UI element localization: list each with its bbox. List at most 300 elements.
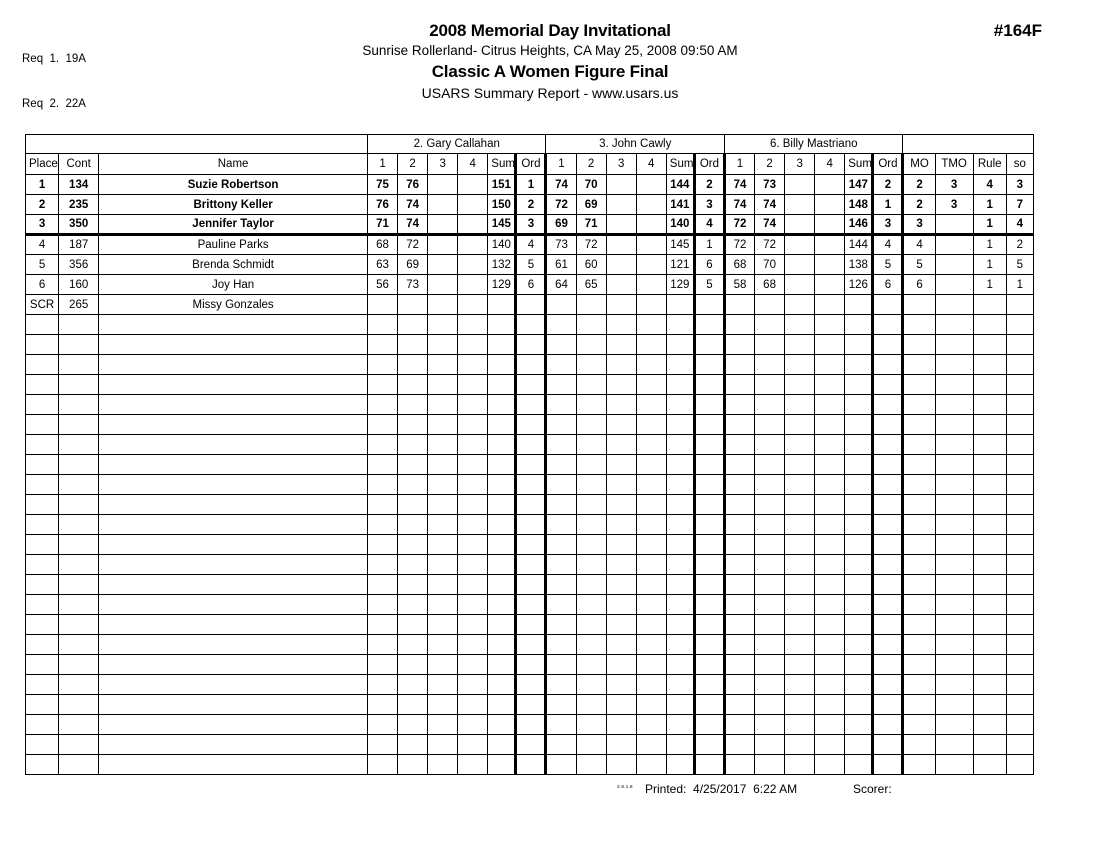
table-row-empty[interactable] xyxy=(26,415,1034,435)
cell-empty xyxy=(973,315,1006,335)
cell-empty xyxy=(636,755,666,775)
cell-j3-ord: 1 xyxy=(873,195,903,215)
cell-j1-sum: 145 xyxy=(488,215,516,235)
cell-empty xyxy=(26,395,59,415)
cell-empty xyxy=(666,615,694,635)
cell-empty xyxy=(606,635,636,655)
cell-empty xyxy=(367,575,397,595)
cell-j2-4 xyxy=(636,235,666,255)
cell-empty xyxy=(59,735,99,755)
cell-cont: 235 xyxy=(59,195,99,215)
cell-empty xyxy=(815,455,845,475)
table-row[interactable] xyxy=(26,235,1034,255)
cell-name: Joy Han xyxy=(99,275,368,295)
cell-cont: 160 xyxy=(59,275,99,295)
cell-j2-2 xyxy=(576,295,606,315)
cell-empty xyxy=(367,555,397,575)
cell-empty xyxy=(488,555,516,575)
cell-empty xyxy=(903,715,935,735)
cell-empty xyxy=(755,755,785,775)
cell-empty xyxy=(428,655,458,675)
cell-j1-ord: 5 xyxy=(516,255,546,275)
table-row-empty[interactable] xyxy=(26,575,1034,595)
cell-empty xyxy=(694,335,724,355)
cell-empty xyxy=(903,355,935,375)
cell-empty xyxy=(873,575,903,595)
table-row[interactable] xyxy=(26,175,1034,195)
cell-empty xyxy=(845,475,873,495)
cell-empty xyxy=(873,695,903,715)
cell-j2-4 xyxy=(636,255,666,275)
cell-empty xyxy=(546,695,576,715)
cell-empty xyxy=(636,335,666,355)
cell-tmo xyxy=(935,255,973,275)
cell-j1-2: 74 xyxy=(398,215,428,235)
cell-empty xyxy=(59,655,99,675)
cell-empty xyxy=(973,675,1006,695)
cell-empty xyxy=(1006,315,1033,335)
cell-empty xyxy=(1006,495,1033,515)
cell-empty xyxy=(755,715,785,735)
cell-empty xyxy=(903,495,935,515)
judge-name-2: 3. John Cawly xyxy=(546,135,724,154)
cell-empty xyxy=(99,615,368,635)
cell-j1-ord xyxy=(516,295,546,315)
cell-j1-3 xyxy=(428,215,458,235)
cell-empty xyxy=(488,415,516,435)
cell-empty xyxy=(785,475,815,495)
cell-empty xyxy=(398,355,428,375)
cell-empty xyxy=(516,435,546,455)
cell-empty xyxy=(785,375,815,395)
cell-empty xyxy=(606,575,636,595)
table-row-empty[interactable] xyxy=(26,595,1034,615)
cell-empty xyxy=(724,535,754,555)
cell-empty xyxy=(845,595,873,615)
cell-empty xyxy=(873,655,903,675)
cell-j3-ord xyxy=(873,295,903,315)
cell-empty xyxy=(815,695,845,715)
cell-empty xyxy=(26,335,59,355)
cell-empty xyxy=(1006,675,1033,695)
cell-empty xyxy=(724,395,754,415)
cell-empty xyxy=(903,335,935,355)
cell-empty xyxy=(724,355,754,375)
cell-empty xyxy=(26,695,59,715)
cell-empty xyxy=(845,755,873,775)
cell-empty xyxy=(636,715,666,735)
cell-empty xyxy=(488,515,516,535)
cell-empty xyxy=(973,375,1006,395)
cell-empty xyxy=(694,735,724,755)
cell-cont: 187 xyxy=(59,235,99,255)
cell-j1-4 xyxy=(458,275,488,295)
cell-j1-2: 74 xyxy=(398,195,428,215)
cell-empty xyxy=(516,575,546,595)
cell-empty xyxy=(576,715,606,735)
cell-empty xyxy=(815,615,845,635)
cell-j1-sum: 129 xyxy=(488,275,516,295)
cell-j1-4 xyxy=(458,235,488,255)
cell-empty xyxy=(873,355,903,375)
table-row-empty[interactable] xyxy=(26,435,1034,455)
cell-empty xyxy=(546,615,576,635)
cell-j3-3 xyxy=(785,175,815,195)
cell-j2-2: 70 xyxy=(576,175,606,195)
cell-empty xyxy=(815,435,845,455)
cell-empty xyxy=(935,375,973,395)
cell-empty xyxy=(458,475,488,495)
cell-empty xyxy=(606,675,636,695)
cell-empty xyxy=(367,595,397,615)
cell-empty xyxy=(59,335,99,355)
cell-empty xyxy=(428,715,458,735)
cell-mo: 6 xyxy=(903,275,935,295)
cell-j2-sum: 129 xyxy=(666,275,694,295)
cell-empty xyxy=(724,315,754,335)
col-header-j1-3: 3 xyxy=(428,154,458,175)
cell-j2-ord xyxy=(694,295,724,315)
cell-empty xyxy=(873,615,903,635)
cell-empty xyxy=(694,355,724,375)
cell-empty xyxy=(59,515,99,535)
cell-j1-4 xyxy=(458,195,488,215)
cell-empty xyxy=(873,335,903,355)
cell-tmo xyxy=(935,235,973,255)
cell-j1-ord: 3 xyxy=(516,215,546,235)
cell-j3-4 xyxy=(815,195,845,215)
cell-empty xyxy=(99,415,368,435)
cell-empty xyxy=(666,675,694,695)
table-row-empty[interactable] xyxy=(26,655,1034,675)
cell-empty xyxy=(903,615,935,635)
cell-empty xyxy=(724,755,754,775)
table-row-empty[interactable] xyxy=(26,635,1034,655)
cell-empty xyxy=(546,635,576,655)
cell-empty xyxy=(458,435,488,455)
cell-empty xyxy=(458,755,488,775)
cell-empty xyxy=(26,715,59,735)
cell-empty xyxy=(845,575,873,595)
cell-empty xyxy=(59,675,99,695)
cell-empty xyxy=(606,615,636,635)
cell-empty xyxy=(516,675,546,695)
cell-empty xyxy=(666,375,694,395)
cell-empty xyxy=(488,395,516,415)
cell-empty xyxy=(99,555,368,575)
cell-j2-sum: 141 xyxy=(666,195,694,215)
cell-empty xyxy=(59,455,99,475)
table-row[interactable] xyxy=(26,295,1034,315)
cell-empty xyxy=(935,315,973,335)
cell-j2-1 xyxy=(546,295,576,315)
cell-empty xyxy=(26,635,59,655)
cell-j3-sum: 146 xyxy=(845,215,873,235)
table-row-empty[interactable] xyxy=(26,675,1034,695)
cell-empty xyxy=(755,695,785,715)
cell-tmo: 3 xyxy=(935,195,973,215)
cell-empty xyxy=(26,355,59,375)
table-row-empty[interactable] xyxy=(26,315,1034,335)
cell-j2-ord: 4 xyxy=(694,215,724,235)
cell-empty xyxy=(973,475,1006,495)
cell-empty xyxy=(1006,695,1033,715)
cell-empty xyxy=(666,735,694,755)
cell-empty xyxy=(606,475,636,495)
cell-empty xyxy=(815,595,845,615)
cell-empty xyxy=(873,555,903,575)
cell-j2-1: 69 xyxy=(546,215,576,235)
table-row-empty[interactable] xyxy=(26,375,1034,395)
cell-empty xyxy=(724,415,754,435)
table-row-empty[interactable] xyxy=(26,495,1034,515)
cell-empty xyxy=(546,575,576,595)
cell-empty xyxy=(903,475,935,495)
results-table xyxy=(25,134,1034,775)
cell-empty xyxy=(935,455,973,475)
cell-empty xyxy=(99,435,368,455)
cell-empty xyxy=(488,535,516,555)
cell-empty xyxy=(845,615,873,635)
cell-empty xyxy=(367,335,397,355)
cell-empty xyxy=(1006,415,1033,435)
cell-empty xyxy=(546,475,576,495)
cell-empty xyxy=(428,595,458,615)
cell-empty xyxy=(367,655,397,675)
cell-empty xyxy=(694,475,724,495)
cell-empty xyxy=(724,435,754,455)
cell-empty xyxy=(873,675,903,695)
table-row-empty[interactable] xyxy=(26,535,1034,555)
col-header-j3-4: 4 xyxy=(815,154,845,175)
cell-so xyxy=(1006,295,1033,315)
cell-empty xyxy=(636,695,666,715)
cell-j1-2: 72 xyxy=(398,235,428,255)
cell-empty xyxy=(815,335,845,355)
table-row-empty[interactable] xyxy=(26,455,1034,475)
col-header-name: Name xyxy=(99,154,368,175)
cell-mo: 3 xyxy=(903,215,935,235)
cell-empty xyxy=(636,315,666,335)
cell-empty xyxy=(398,615,428,635)
col-header-j2-2: 2 xyxy=(576,154,606,175)
cell-empty xyxy=(935,595,973,615)
cell-empty xyxy=(59,315,99,335)
cell-empty xyxy=(636,735,666,755)
cell-empty xyxy=(903,755,935,775)
cell-empty xyxy=(636,575,666,595)
cell-empty xyxy=(666,715,694,735)
cell-empty xyxy=(903,635,935,655)
cell-empty xyxy=(367,455,397,475)
cell-j2-2: 60 xyxy=(576,255,606,275)
cell-empty xyxy=(785,395,815,415)
cell-empty xyxy=(666,415,694,435)
cell-j1-1: 63 xyxy=(367,255,397,275)
cell-empty xyxy=(428,515,458,535)
cell-empty xyxy=(546,335,576,355)
cell-j1-1: 75 xyxy=(367,175,397,195)
cell-j3-3 xyxy=(785,235,815,255)
table-row-empty[interactable] xyxy=(26,615,1034,635)
cell-empty xyxy=(845,395,873,415)
cell-empty xyxy=(666,355,694,375)
cell-empty xyxy=(488,635,516,655)
cell-empty xyxy=(785,315,815,335)
cell-empty xyxy=(724,335,754,355)
table-row-empty[interactable] xyxy=(26,355,1034,375)
cell-so: 2 xyxy=(1006,235,1033,255)
cell-empty xyxy=(488,695,516,715)
judge-name-3: 6. Billy Mastriano xyxy=(724,135,903,154)
cell-empty xyxy=(59,595,99,615)
cell-j2-ord: 2 xyxy=(694,175,724,195)
cell-j3-sum: 147 xyxy=(845,175,873,195)
cell-empty xyxy=(724,595,754,615)
cell-empty xyxy=(26,675,59,695)
cell-j2-3 xyxy=(606,235,636,255)
table-row-empty[interactable] xyxy=(26,475,1034,495)
cell-empty xyxy=(458,575,488,595)
cell-empty xyxy=(636,675,666,695)
cell-empty xyxy=(546,455,576,475)
cell-empty xyxy=(755,615,785,635)
cell-empty xyxy=(1006,395,1033,415)
table-row-empty[interactable] xyxy=(26,555,1034,575)
table-row[interactable] xyxy=(26,275,1034,295)
cell-empty xyxy=(576,355,606,375)
table-row-empty[interactable] xyxy=(26,335,1034,355)
cell-empty xyxy=(845,695,873,715)
cell-empty xyxy=(755,415,785,435)
cell-empty xyxy=(724,675,754,695)
cell-empty xyxy=(458,375,488,395)
cell-empty xyxy=(785,575,815,595)
cell-empty xyxy=(576,395,606,415)
cell-empty xyxy=(666,495,694,515)
cell-empty xyxy=(666,555,694,575)
cell-empty xyxy=(636,455,666,475)
table-row-empty[interactable] xyxy=(26,735,1034,755)
cell-empty xyxy=(903,535,935,555)
cell-empty xyxy=(576,315,606,335)
cell-tmo xyxy=(935,295,973,315)
col-header-j1-2: 2 xyxy=(398,154,428,175)
band-spacer-right xyxy=(903,135,1034,154)
cell-empty xyxy=(755,495,785,515)
table-row[interactable] xyxy=(26,255,1034,275)
cell-empty xyxy=(1006,655,1033,675)
cell-empty xyxy=(845,375,873,395)
cell-empty xyxy=(367,615,397,635)
cell-empty xyxy=(398,595,428,615)
organization-subtitle: USARS Summary Report - www.usars.us xyxy=(421,85,679,101)
cell-empty xyxy=(724,735,754,755)
table-row-empty[interactable] xyxy=(26,695,1034,715)
cell-empty xyxy=(99,395,368,415)
cell-empty xyxy=(99,675,368,695)
table-row[interactable] xyxy=(26,195,1034,215)
cell-empty xyxy=(428,675,458,695)
cell-empty xyxy=(516,495,546,515)
cell-empty xyxy=(488,655,516,675)
cell-empty xyxy=(59,415,99,435)
cell-so: 3 xyxy=(1006,175,1033,195)
cell-empty xyxy=(428,695,458,715)
cell-j3-2: 68 xyxy=(755,275,785,295)
cell-empty xyxy=(755,355,785,375)
cell-empty xyxy=(935,495,973,515)
table-row-empty[interactable] xyxy=(26,715,1034,735)
cell-j3-1: 74 xyxy=(724,175,754,195)
table-row-empty[interactable] xyxy=(26,515,1034,535)
cell-empty xyxy=(99,375,368,395)
cell-empty xyxy=(428,395,458,415)
cell-empty xyxy=(59,475,99,495)
cell-empty xyxy=(724,655,754,675)
cell-empty xyxy=(845,715,873,735)
cell-name: Suzie Robertson xyxy=(99,175,368,195)
cell-empty xyxy=(488,595,516,615)
table-row[interactable] xyxy=(26,215,1034,235)
cell-j3-2: 72 xyxy=(755,235,785,255)
table-row-empty[interactable] xyxy=(26,755,1034,775)
table-row-empty[interactable] xyxy=(26,395,1034,415)
cell-empty xyxy=(785,655,815,675)
cell-j2-1: 74 xyxy=(546,175,576,195)
cell-j3-1: 58 xyxy=(724,275,754,295)
cell-empty xyxy=(873,475,903,495)
cell-j3-4 xyxy=(815,295,845,315)
cell-empty xyxy=(973,415,1006,435)
cell-place: 5 xyxy=(26,255,59,275)
cell-empty xyxy=(26,495,59,515)
cell-empty xyxy=(666,595,694,615)
cell-empty xyxy=(973,495,1006,515)
cell-empty xyxy=(516,395,546,415)
cell-j3-2: 74 xyxy=(755,215,785,235)
cell-empty xyxy=(99,695,368,715)
cell-empty xyxy=(458,735,488,755)
cell-empty xyxy=(26,535,59,555)
cell-empty xyxy=(367,415,397,435)
cell-j1-ord: 6 xyxy=(516,275,546,295)
cell-j3-1 xyxy=(724,295,754,315)
cell-empty xyxy=(458,495,488,515)
requirement-line-1: Req 1. 19A xyxy=(22,53,86,65)
cell-empty xyxy=(606,755,636,775)
cell-tmo: 3 xyxy=(935,175,973,195)
cell-mo: 4 xyxy=(903,235,935,255)
cell-empty xyxy=(694,375,724,395)
cell-empty xyxy=(516,715,546,735)
cell-empty xyxy=(458,335,488,355)
cell-j3-sum: 144 xyxy=(845,235,873,255)
cell-j1-3 xyxy=(428,195,458,215)
cell-j2-ord: 3 xyxy=(694,195,724,215)
cell-j3-4 xyxy=(815,275,845,295)
cell-empty xyxy=(903,375,935,395)
cell-empty xyxy=(694,655,724,675)
cell-empty xyxy=(973,655,1006,675)
cell-empty xyxy=(576,335,606,355)
cell-j2-sum xyxy=(666,295,694,315)
cell-empty xyxy=(935,655,973,675)
cell-empty xyxy=(398,495,428,515)
cell-empty xyxy=(636,415,666,435)
cell-empty xyxy=(1006,595,1033,615)
cell-rule xyxy=(973,295,1006,315)
